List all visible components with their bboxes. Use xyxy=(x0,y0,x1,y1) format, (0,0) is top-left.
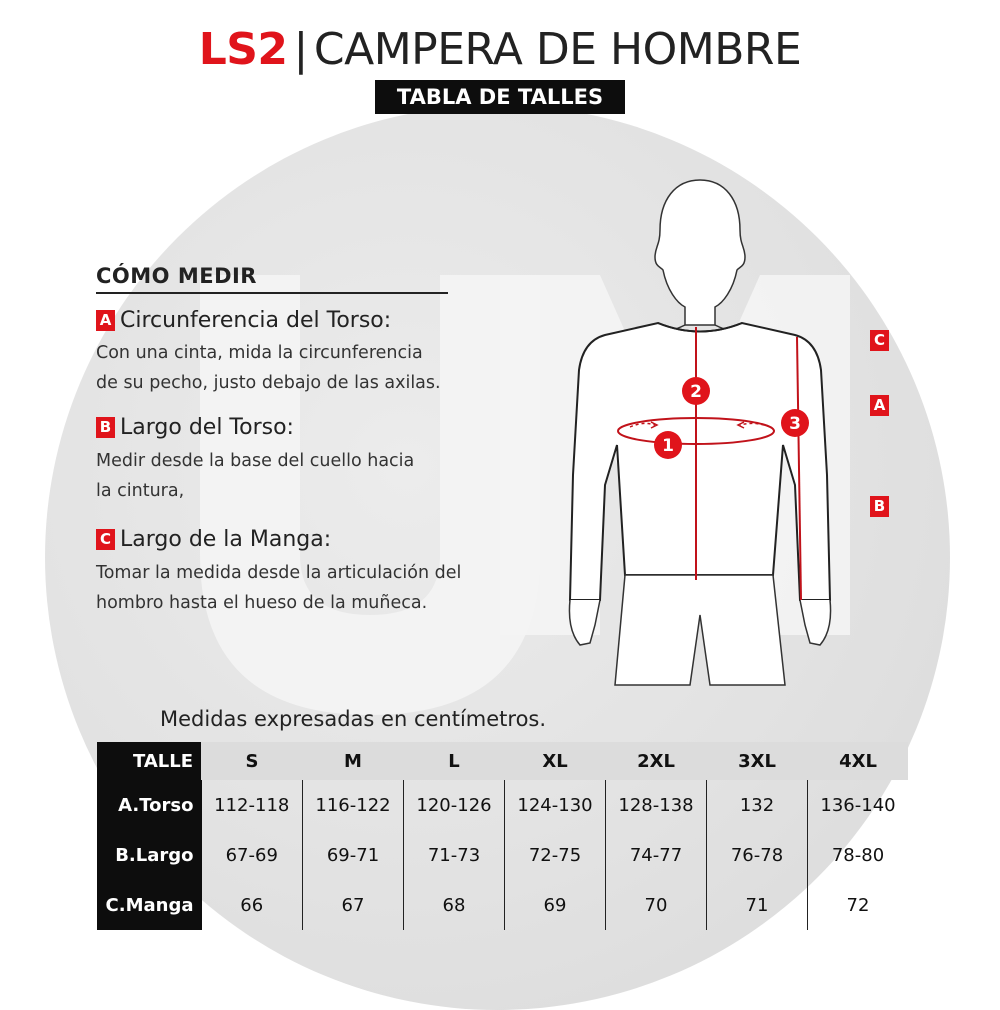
measure-b-description: Medir desde la base del cuello hacia la cintura, xyxy=(96,451,415,501)
measure-a-description: Con una cinta, mida la circunferencia de su pecho, justo debajo de las axilas. xyxy=(96,343,441,393)
size-table-header-row xyxy=(97,742,908,780)
measure-b-title: Largo del Torso: xyxy=(120,415,294,440)
how-to-divider xyxy=(96,292,448,294)
table-cell: 67-69 xyxy=(225,844,278,866)
row-label-largo: B.Largo xyxy=(97,830,202,880)
size-col-m: M xyxy=(303,742,404,780)
table-cell: 128-138 xyxy=(606,780,707,830)
size-chart-label: TABLA DE TALLES xyxy=(375,80,625,114)
side-badge-c: C xyxy=(870,330,889,351)
side-badge-b: B xyxy=(870,496,889,517)
measure-b-heading xyxy=(96,415,294,441)
table-cell: 71 xyxy=(707,880,808,930)
size-col-s: S xyxy=(202,742,303,780)
table-cell: 69-71 xyxy=(303,830,404,880)
table-cell: 66 xyxy=(240,894,264,916)
table-cell: 68 xyxy=(404,880,505,930)
table-cell: 112-118 xyxy=(214,794,290,816)
table-cell: 72-75 xyxy=(505,830,606,880)
size-col-xl: XL xyxy=(505,742,606,780)
marker-2 xyxy=(682,377,710,405)
marker-3-label: 3 xyxy=(789,414,801,434)
page-title xyxy=(0,22,1000,78)
table-cell: 132 xyxy=(707,780,808,830)
row-label-manga: C.Manga xyxy=(97,880,202,930)
marker-1 xyxy=(654,431,682,459)
letter-badge-a: A xyxy=(96,310,115,331)
letter-badge-c: C xyxy=(96,529,115,550)
marker-3 xyxy=(781,409,809,437)
table-cell: 67 xyxy=(303,880,404,930)
measure-c-heading xyxy=(96,527,331,553)
table-row-largo xyxy=(97,830,908,880)
table-cell: 136-140 xyxy=(808,780,909,830)
body-measurement-figure xyxy=(555,175,845,695)
table-cell: 72 xyxy=(808,880,909,930)
size-header-label: TALLE xyxy=(97,742,202,780)
size-col-4xl: 4XL xyxy=(808,742,909,780)
table-row-torso xyxy=(97,780,908,830)
table-cell: 69 xyxy=(505,880,606,930)
marker-1-label: 1 xyxy=(662,436,674,456)
measure-a-title: Circunferencia del Torso: xyxy=(120,308,392,333)
side-badge-a: A xyxy=(870,395,889,416)
size-col-2xl: 2XL xyxy=(606,742,707,780)
measure-a-heading xyxy=(96,308,391,334)
table-cell: 76-78 xyxy=(707,830,808,880)
measure-c-description: Tomar la medida desde la articulación del hombro hasta el hueso de la muñeca. xyxy=(96,563,462,613)
table-row-manga xyxy=(97,880,908,930)
table-cell: 116-122 xyxy=(303,780,404,830)
table-cell: 120-126 xyxy=(404,780,505,830)
table-cell: 124-130 xyxy=(505,780,606,830)
size-col-3xl: 3XL xyxy=(707,742,808,780)
units-note: Medidas expresadas en centímetros. xyxy=(160,707,547,731)
how-to-title: CÓMO MEDIR xyxy=(96,264,257,288)
size-table xyxy=(97,742,908,930)
size-col-l: L xyxy=(404,742,505,780)
title-separator: | xyxy=(293,24,308,75)
letter-badge-b: B xyxy=(96,417,115,438)
brand-name: LS2 xyxy=(198,24,288,75)
table-cell: 70 xyxy=(606,880,707,930)
row-label-torso: A.Torso xyxy=(97,780,202,830)
table-cell: 71-73 xyxy=(404,830,505,880)
measure-c-title: Largo de la Manga: xyxy=(120,527,332,552)
product-name: CAMPERA DE HOMBRE xyxy=(313,24,802,75)
table-cell: 74-77 xyxy=(606,830,707,880)
table-cell: 78-80 xyxy=(808,830,909,880)
marker-2-label: 2 xyxy=(690,382,702,402)
